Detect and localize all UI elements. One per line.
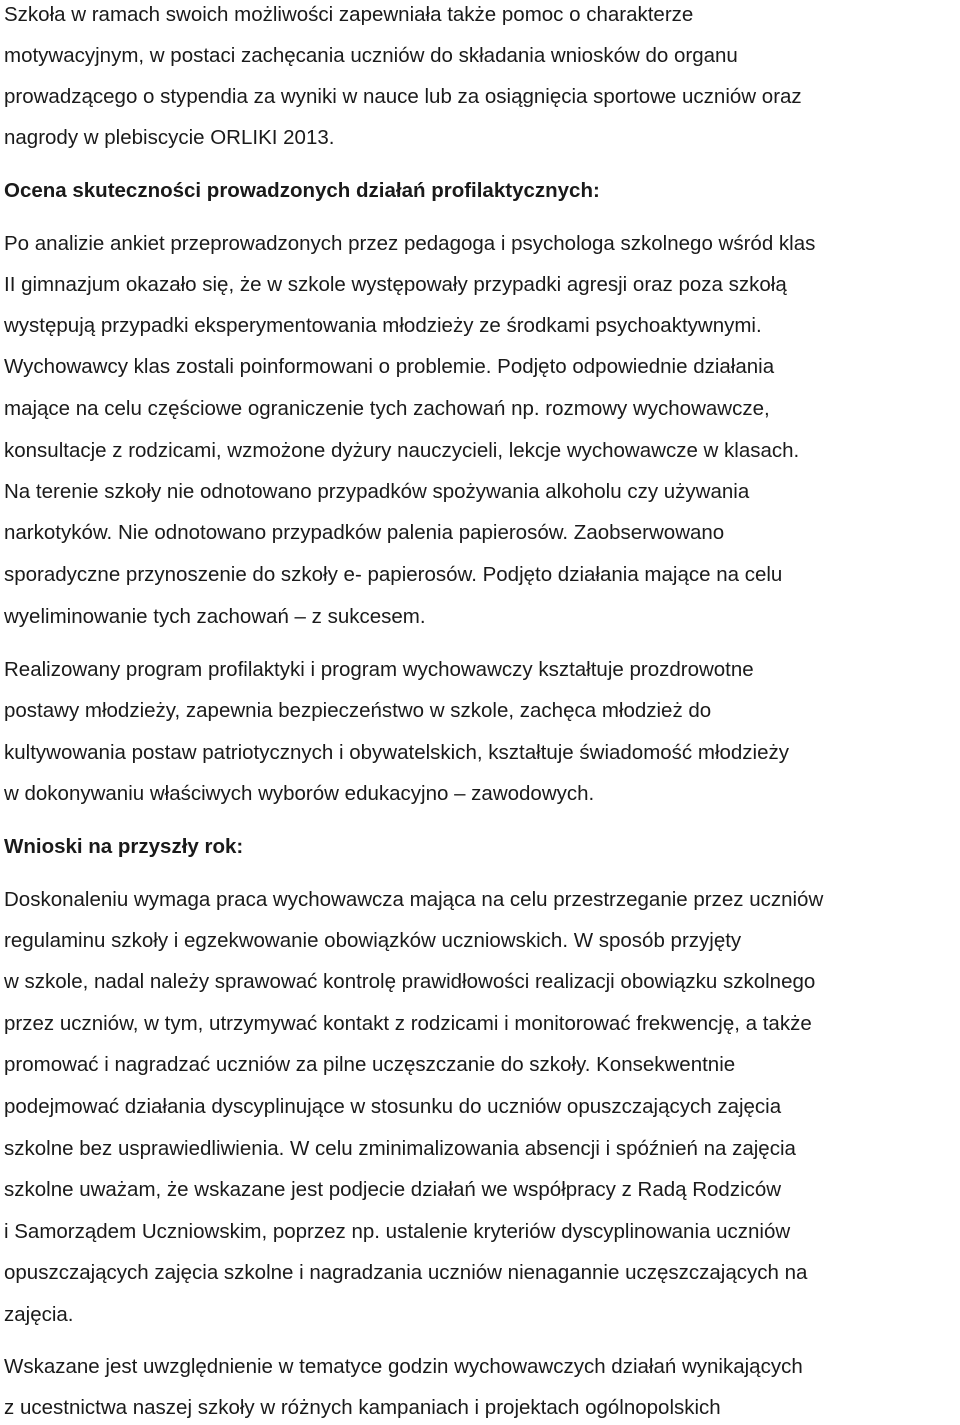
- text-line: z ucestnictwa naszej szkoły w różnych kampaniach i projektach ogólnopolskich: [4, 1396, 721, 1419]
- text-line: Na terenie szkoły nie odnotowano przypadków spożywania alkoholu czy używania: [4, 480, 750, 503]
- text-line: i Samorządem Uczniowskim, poprzez np. ustalenie kryteriów dyscyplinowania uczniów: [4, 1220, 791, 1243]
- text-line: wyeliminowanie tych zachowań – z sukcesem.: [4, 605, 426, 628]
- text-line: w dokonywaniu właściwych wyborów edukacyjno – zawodowych.: [4, 782, 595, 805]
- text-line: Wychowawcy klas zostali poinformowani o problemie. Podjęto odpowiednie działania: [4, 355, 775, 378]
- text-line: postawy młodzieży, zapewnia bezpieczeństwo w szkole, zachęca młodzież do: [4, 699, 712, 722]
- text-line: opuszczających zajęcia szkolne i nagradzania uczniów nienagannie uczęszczających na: [4, 1261, 808, 1284]
- text-line: kultywowania postaw patriotycznych i obywatelskich, kształtuje świadomość młodzieży: [4, 741, 790, 764]
- text-line: sporadyczne przynoszenie do szkoły e- papierosów. Podjęto działania mające na celu: [4, 563, 783, 586]
- text-line: promować i nagradzać uczniów za pilne uczęszczanie do szkoły. Konsekwentnie: [4, 1053, 736, 1076]
- text-line: Wskazane jest uwzględnienie w tematyce godzin wychowawczych działań wynikających: [4, 1355, 803, 1378]
- text-line: nagrody w plebiscycie ORLIKI 2013.: [4, 126, 335, 149]
- text-line: podejmować działania dyscyplinujące w stosunku do uczniów opuszczających zajęcia: [4, 1095, 782, 1118]
- section-heading-evaluation: Ocena skuteczności prowadzonych działań profilaktycznych:: [4, 179, 600, 202]
- text-line: Po analizie ankiet przeprowadzonych przez pedagoga i psychologa szkolnego wśród klas: [4, 232, 816, 255]
- text-line: szkolne uważam, że wskazane jest podjecie działań we współpracy z Radą Rodziców: [4, 1178, 782, 1201]
- text-line: Doskonaleniu wymaga praca wychowawcza mająca na celu przestrzeganie przez uczniów: [4, 888, 824, 911]
- text-line: szkolne bez usprawiedliwienia. W celu zminimalizowania absencji i spóźnień na zajęcia: [4, 1137, 796, 1160]
- text-line: Realizowany program profilaktyki i program wychowawczy kształtuje prozdrowotne: [4, 658, 754, 681]
- text-line: motywacyjnym, w postaci zachęcania uczniów do składania wniosków do organu: [4, 44, 738, 67]
- text-line: mające na celu częściowe ograniczenie tych zachowań np. rozmowy wychowawcze,: [4, 397, 770, 420]
- text-line: przez uczniów, w tym, utrzymywać kontakt z rodzicami i monitorować frekwencję, a także: [4, 1012, 812, 1035]
- text-line: konsultacje z rodzicami, wzmożone dyżury nauczycieli, lekcje wychowawcze w klasach.: [4, 439, 800, 462]
- text-line: prowadzącego o stypendia za wyniki w nauce lub za osiągnięcia sportowe uczniów oraz: [4, 85, 802, 108]
- text-line: Szkoła w ramach swoich możliwości zapewniała także pomoc o charakterze: [4, 3, 694, 26]
- text-line: narkotyków. Nie odnotowano przypadków palenia papierosów. Zaobserwowano: [4, 521, 725, 544]
- section-heading-conclusions: Wnioski na przyszły rok:: [4, 835, 244, 858]
- text-line: II gimnazjum okazało się, że w szkole występowały przypadki agresji oraz poza szkołą: [4, 273, 787, 296]
- text-line: regulaminu szkoły i egzekwowanie obowiązków uczniowskich. W sposób przyjęty: [4, 929, 742, 952]
- text-line: w szkole, nadal należy sprawować kontrolę prawidłowości realizacji obowiązku szkolnego: [4, 970, 816, 993]
- text-line: zajęcia.: [4, 1303, 74, 1326]
- text-line: występują przypadki eksperymentowania młodzieży ze środkami psychoaktywnymi.: [4, 314, 762, 337]
